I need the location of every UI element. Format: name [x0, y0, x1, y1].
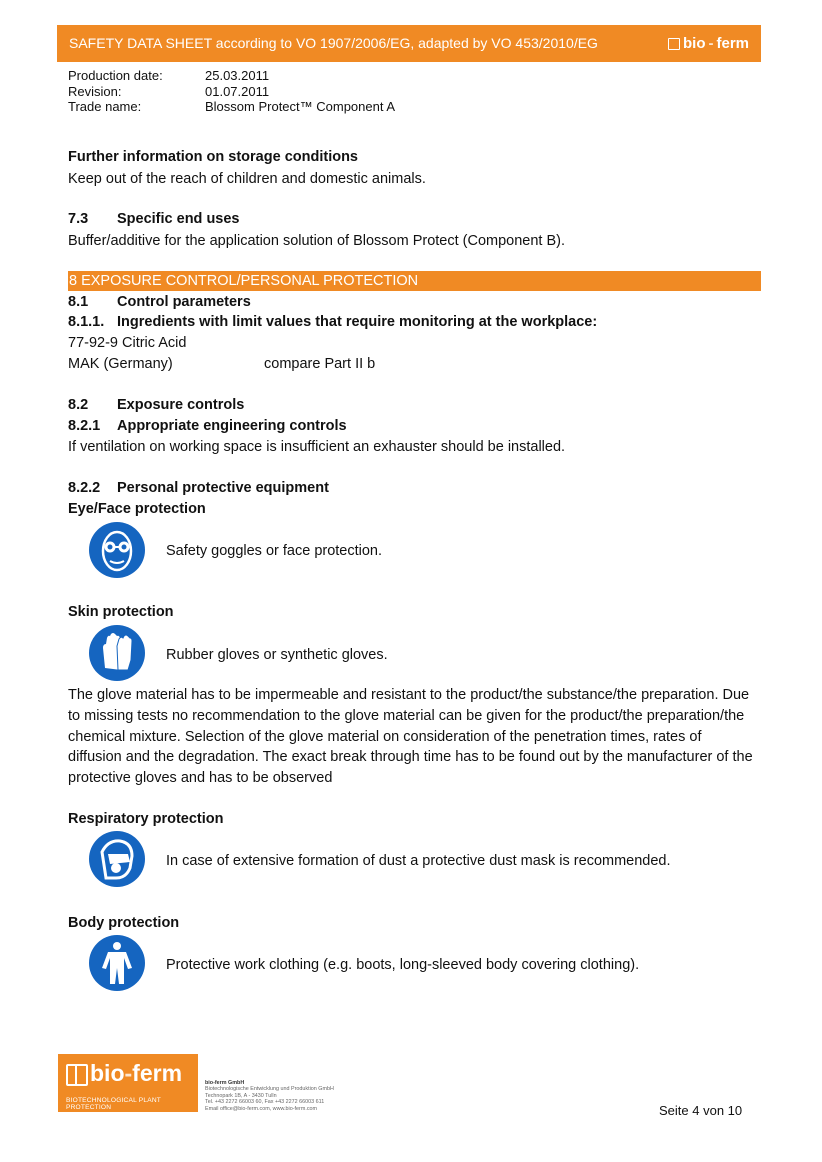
section-8-title: 8 EXPOSURE CONTROL/PERSONAL PROTECTION	[69, 273, 419, 289]
eye-protection-sign-icon	[88, 521, 146, 579]
section-8-title-bar	[68, 271, 761, 291]
footer-brand-mark-icon	[66, 1064, 88, 1086]
footer-address: bio-ferm GmbH Biotechnologische Entwicklung und Produktion GmbH Technopark 1B, A - 3430 Tulln Tel. +43 2272 66003 60, Fax +43 2272 66003 611 Email office@bio-ferm.com, www.bio-ferm.com	[205, 1080, 334, 1112]
section-8-2-2-heading: 8.2.2 Personal protective equipment	[68, 480, 329, 496]
section-8-2-heading: 8.2 Exposure controls	[68, 397, 245, 413]
production-date-value: 25.03.2011	[205, 68, 270, 83]
brand-mark-icon	[668, 38, 680, 50]
section-8-2-1-heading: 8.2.1 Appropriate engineering controls	[68, 418, 347, 434]
respiratory-protection-sign-icon	[88, 830, 146, 888]
page-number: Seite 4 von 10	[659, 1103, 743, 1118]
revision-value: 01.07.2011	[205, 83, 270, 99]
section-8-1-1-heading: 8.1.1. Ingredients with limit values that require monitoring at the workplace:	[68, 314, 598, 330]
body-protection-heading: Body protection	[68, 915, 180, 931]
section-8-1-heading: 8.1 Control parameters	[68, 294, 251, 310]
production-date-label: Production date:	[68, 68, 163, 83]
revision-label: Revision:	[68, 83, 122, 99]
header-brand-logo: bio - ferm	[668, 35, 749, 52]
body-protection-text: Protective work clothing (e.g. boots, long-sleeved body covering clothing).	[166, 957, 640, 973]
storage-heading: Further information on storage conditions	[68, 149, 358, 165]
skin-protection-text: Rubber gloves or synthetic gloves.	[166, 647, 388, 663]
mak-line: MAK (Germany) compare Part II b	[68, 356, 376, 372]
document-header-bar	[57, 25, 761, 62]
respiratory-protection-text: In case of extensive formation of dust a protective dust mask is recommended.	[166, 853, 671, 869]
glove-protection-sign-icon	[88, 624, 146, 682]
body-protection-sign-icon	[88, 934, 146, 992]
trade-name-value: Blossom Protect™ Component A	[205, 99, 396, 114]
trade-name-label: Trade name:	[68, 99, 142, 114]
footer-tagline: BIOTECHNOLOGICAL PLANT PROTECTION	[66, 1097, 161, 1111]
skin-protection-heading: Skin protection	[68, 604, 174, 620]
storage-text: Keep out of the reach of children and domestic animals.	[68, 171, 426, 187]
ingredient-line: 77-92-9 Citric Acid	[68, 335, 187, 351]
glove-material-paragraph: The glove material has to be impermeable and resistant to the product/the substance/the preparation. Due to missing tests no recommendation to the glove material can be given for the product/the preparation/the chemical mixture. Selection of the glove material on consideration of the penetration times, rates of diffusion and the degradation. The exact break through time has to be found out by the manufacturer of the protective gloves and has to be observed	[68, 687, 753, 787]
document-meta	[68, 68, 395, 115]
section-7-3-text: Buffer/additive for the application solution of Blossom Protect (Component B).	[68, 233, 566, 249]
section-8-2-1-text: If ventilation on working space is insufficient an exhauster should be installed.	[68, 439, 566, 455]
eye-protection-text: Safety goggles or face protection.	[166, 543, 383, 559]
eye-protection-heading: Eye/Face protection	[68, 501, 206, 517]
section-7-3-heading: 7.3 Specific end uses	[68, 211, 240, 227]
document-header-title: SAFETY DATA SHEET according to VO 1907/2006/EG, adapted by VO 453/2010/EG	[69, 35, 598, 51]
footer-brand-logo: bio-ferm BIOTECHNOLOGICAL PLANT PROTECTION	[58, 1054, 198, 1112]
respiratory-protection-heading: Respiratory protection	[68, 811, 224, 827]
